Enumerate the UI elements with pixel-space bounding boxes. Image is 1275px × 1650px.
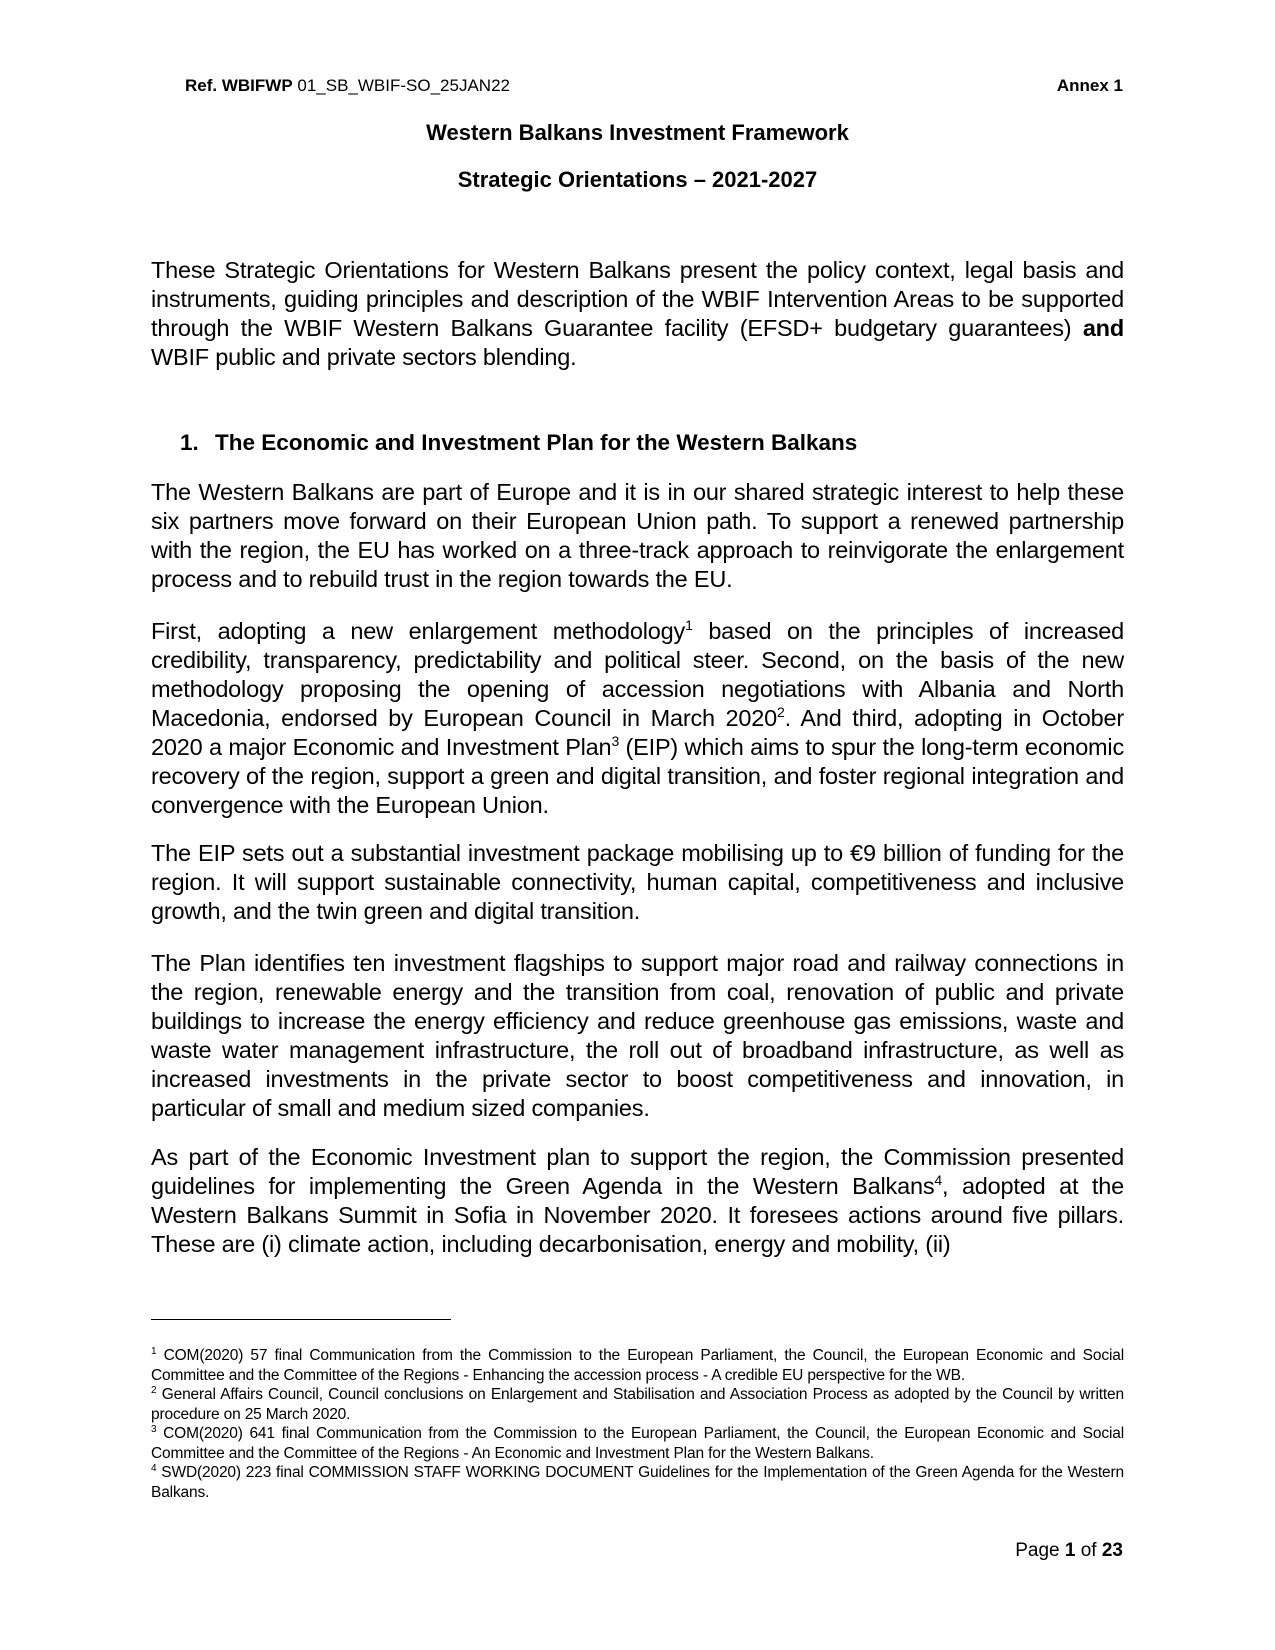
footnote-2 [151, 1385, 1124, 1424]
footnote-4 [151, 1463, 1124, 1502]
intro-bold-and: and [1082, 315, 1124, 341]
intro-paragraph [151, 256, 1124, 372]
current-page: 1 [1064, 1540, 1076, 1561]
section-heading [180, 430, 857, 456]
footnote-number: 4 [151, 1463, 157, 1474]
footnote-text: COM(2020) 57 final Communication from the Commission to the European Parliament, the Council, the European Economic and Social Committee and the Committee of the Regions - Enhancing the accession process - A credible EU perspective for the WB. [151, 1347, 1124, 1384]
footnote-3 [151, 1424, 1124, 1463]
footnotes [151, 1346, 1124, 1502]
total-pages: 23 [1101, 1540, 1123, 1561]
paragraph-text: . And third, adopting in October 2020 a major Economic and Investment Plan [151, 705, 1124, 760]
footnote-ref-3[interactable]: 3 [611, 733, 620, 749]
paragraph-western-balkans [151, 478, 1124, 594]
paragraph-text: (EIP) which aims to spur the long-term economic recovery of the region, support a green and digital transition, and foster regional integration and convergence with the European Union. [151, 734, 1125, 818]
paragraph-text: As part of the Economic Investment plan to support the region, the Commission presented guidelines for implementing the Green Agenda in the Western Balkans [151, 1144, 1124, 1199]
footnote-ref-2[interactable]: 2 [777, 704, 785, 720]
paragraph-eip-package [151, 839, 1124, 926]
paragraph-flagships [151, 949, 1124, 1123]
footnote-text: General Affairs Council, Council conclusions on Enlargement and Stabilisation and Association Process as adopted by the Council by written procedure on 25 March 2020. [151, 1386, 1124, 1423]
paragraph-text: based on the principles of increased credibility, transparency, predictability and political steer. Second, on the basis of the new methodology proposing the opening of accession negotiations with Albania and North Macedonia, endorsed by European Council in March 2020 [151, 618, 1125, 731]
section-title: The Economic and Investment Plan for the Western Balkans [215, 430, 858, 455]
annex-label: Annex 1 [1056, 76, 1123, 95]
paragraph-text: First, adopting a new enlargement methodology [151, 618, 686, 644]
paragraph-three-track [151, 617, 1124, 820]
intro-text-start: These Strategic Orientations for Western Balkans present the policy context, legal basis and instruments, guiding principles and description of the WBIF Intervention Areas to be supported through the WBIF Western Balkans Guarantee facility (EFSD+ budgetary guarantees) [151, 257, 1124, 341]
footnote-number: 2 [151, 1385, 157, 1396]
document-title: Western Balkans Investment Framework [426, 120, 849, 145]
footnote-ref-4[interactable]: 4 [934, 1172, 942, 1188]
paragraph-green-agenda [151, 1143, 1124, 1259]
footnote-text: COM(2020) 641 final Communication from the Commission to the European Parliament, the Council, the European Economic and Social Committee and the Committee of the Regions - An Economic and Investment Plan for the Western Balkans. [151, 1425, 1124, 1462]
reference-label: Ref. WBIFWP [185, 76, 293, 95]
page-number [1015, 1540, 1123, 1562]
of-word: of [1075, 1540, 1102, 1561]
footnote-ref-1[interactable]: 1 [685, 617, 693, 633]
paragraph-text: The Western Balkans are part of Europe and it is in our shared strategic interest to help these six partners move forward on their European Union path. To support a renewed partnership with the region, the EU has worked on a three-track approach to reinvigorate the enlargement process and to rebuild trust in the region towards the EU. [151, 479, 1124, 592]
footnote-text: SWD(2020) 223 final COMMISSION STAFF WORKING DOCUMENT Guidelines for the Implementation of the Green Agenda for the Western Balkans. [151, 1464, 1124, 1501]
footnote-separator [151, 1319, 451, 1320]
paragraph-text: , adopted at the Western Balkans Summit in Sofia in November 2020. It foresees actions around five pillars. These are (i) climate action, including decarbonisation, energy and mobility, (ii) [151, 1173, 1125, 1257]
intro-text-end: WBIF public and private sectors blending. [151, 344, 577, 370]
page-word: Page [1015, 1540, 1065, 1561]
document-reference [185, 76, 510, 96]
footnote-1 [151, 1346, 1124, 1385]
paragraph-text: The Plan identifies ten investment flagships to support major road and railway connections in the region, renewable energy and the transition from coal, renovation of public and private buildings to increase the energy efficiency and reduce greenhouse gas emissions, waste and waste water management infrastructure, the roll out of broadband infrastructure, as well as increased investments in the private sector to boost competitiveness and innovation, in particular of small and medium sized companies. [151, 950, 1124, 1121]
section-number: 1. [180, 430, 199, 455]
reference-code: 01_SB_WBIF-SO_25JAN22 [292, 76, 510, 95]
footnote-number: 1 [151, 1346, 157, 1357]
document-subtitle: Strategic Orientations – 2021-2027 [457, 167, 818, 192]
footnote-number: 3 [151, 1424, 157, 1435]
paragraph-text: The EIP sets out a substantial investment package mobilising up to €9 billion of funding for the region. It will support sustainable connectivity, human capital, competitiveness and inclusive growth, and the twin green and digital transition. [151, 840, 1124, 924]
